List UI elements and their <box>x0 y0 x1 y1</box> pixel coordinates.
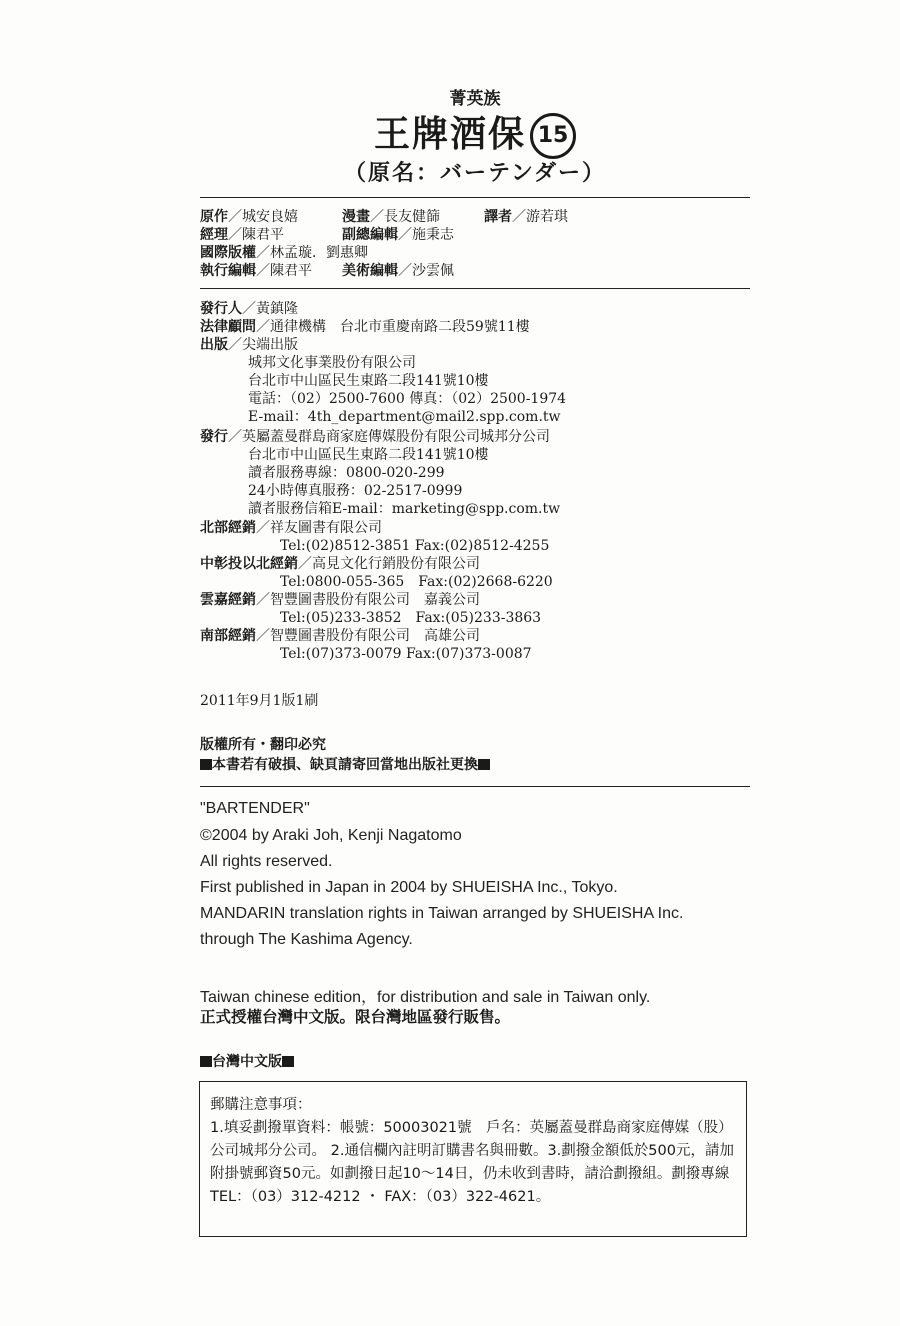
distribute-detail: 24小時傳真服務：02-2517-0999 <box>248 483 463 499</box>
region-label: 北部經銷 <box>200 520 256 536</box>
divider <box>200 786 750 787</box>
volume-number: 15 <box>530 113 576 159</box>
publish-email: E-mail：4th_department@mail2.spp.com.tw <box>248 409 561 425</box>
region-line <box>200 519 382 537</box>
staff-value: ／城安良嬉 <box>228 209 298 225</box>
staff-label: 漫畫 <box>342 209 370 225</box>
region-label: 南部經銷 <box>200 628 256 644</box>
staff-value: ／施秉志 <box>398 227 454 243</box>
english-rights: All rights reserved. <box>200 853 333 870</box>
staff-label: 原作 <box>200 209 228 225</box>
issuer-label: 發行人 <box>200 301 242 317</box>
region-line <box>200 591 480 609</box>
square-bullet-icon <box>478 759 490 770</box>
publish-detail: 台北市中山區民生東路二段141號10樓 <box>248 373 489 389</box>
staff-row <box>342 262 454 280</box>
publish-label: 出版 <box>200 337 228 353</box>
legal-label: 法律顧問 <box>200 319 256 335</box>
distribution-zh: 正式授權台灣中文版。限台灣地區發行販售。 <box>200 1008 511 1026</box>
english-agency: through The Kashima Agency. <box>200 931 413 948</box>
legal-value: ／通律機構 台北市重慶南路二段59號11樓 <box>256 319 530 335</box>
square-bullet-icon <box>200 1056 212 1067</box>
staff-value: ／陳君平 <box>228 227 284 243</box>
publish-value: ／尖端出版 <box>228 337 298 353</box>
region-tel: Tel:(02)8512-3851 Fax:(02)8512-4255 <box>280 538 550 554</box>
distribution-en: Taiwan chinese edition，for distribution and sale in Taiwan only. <box>200 989 651 1006</box>
staff-value: ／游若琪 <box>512 209 568 225</box>
publish-line <box>200 336 298 354</box>
book-title <box>0 106 900 159</box>
english-copyright: ©2004 by Araki Joh, Kenji Nagatomo <box>200 827 462 844</box>
region-line <box>200 627 480 645</box>
divider <box>200 288 750 289</box>
region-value: ／祥友圖書有限公司 <box>256 520 382 536</box>
staff-value: ／長友健篩 <box>370 209 440 225</box>
publish-detail: 城邦文化事業股份有限公司 <box>248 355 416 371</box>
distribute-value: ／英屬蓋曼群島商家庭傳媒股份有限公司城邦分公司 <box>228 429 550 445</box>
staff-label: 國際版權 <box>200 245 256 261</box>
staff-label: 副總編輯 <box>342 227 398 243</box>
region-value: ／智豐圖書股份有限公司 高雄公司 <box>256 628 480 644</box>
staff-row <box>200 262 312 280</box>
square-bullet-icon <box>282 1056 294 1067</box>
staff-label: 譯者 <box>484 209 512 225</box>
english-published: First published in Japan in 2004 by SHUEISHA Inc., Tokyo. <box>200 879 618 896</box>
edition-label-text: 台灣中文版 <box>212 1054 282 1070</box>
staff-row <box>200 226 284 244</box>
staff-value: ／沙雲佩 <box>398 263 454 279</box>
copyright-notice: 版權所有・翻印必究 <box>200 737 326 753</box>
original-title: （原名：バーテンダー） <box>343 161 607 186</box>
distribute-detail: 台北市中山區民生東路二段141號10樓 <box>248 447 489 463</box>
edition-label <box>200 1051 294 1071</box>
mail-order-content <box>210 1094 740 1209</box>
staff-value: ／林孟璇．劉惠卿 <box>256 245 368 261</box>
staff-row <box>342 208 440 226</box>
damage-notice-text: 本書若有破損、缺頁請寄回當地出版社更換 <box>212 757 478 773</box>
region-tel: Tel:(05)233-3852 Fax:(05)233-3863 <box>280 610 542 626</box>
publish-detail: 電話：（02）2500-7600 傳真：（02）2500-1974 <box>248 391 567 407</box>
english-title: "BARTENDER" <box>200 800 310 817</box>
mail-order-body: 1.填妥劃撥單資料：帳號：50003021號 戶名：英屬蓋曼群島商家庭傳媒（股）公司城邦分公司。 2.通信欄內註明訂購書名與冊數。3.劃撥金額低於500元，請加附掛號郵資50元。如劃撥日起10～14日，仍未收到書時，請洽劃撥組。劃撥專線TEL：（03）312-4212 ・ FAX：（03）322-4621。 <box>210 1120 734 1205</box>
region-line <box>200 555 480 573</box>
staff-label: 美術編輯 <box>342 263 398 279</box>
distribute-label: 發行 <box>200 429 228 445</box>
issuer-value: ／黃鎮隆 <box>242 301 298 317</box>
staff-label: 經理 <box>200 227 228 243</box>
distribute-detail: 讀者服務專線：0800-020-299 <box>248 465 445 481</box>
staff-row <box>484 208 568 226</box>
edition-date: 2011年9月1版1刷 <box>200 693 319 709</box>
damage-notice <box>200 754 490 774</box>
region-label: 中彰投以北經銷 <box>200 556 298 572</box>
series-name: 菁英族 <box>449 89 501 109</box>
staff-row <box>200 208 298 226</box>
legal-line <box>200 318 530 336</box>
square-bullet-icon <box>200 759 212 770</box>
mail-order-box <box>199 1081 747 1237</box>
distribute-email: 讀者服務信箱E-mail：marketing@spp.com.tw <box>248 501 561 517</box>
divider <box>200 197 750 198</box>
mail-order-heading: 郵購注意事項： <box>210 1097 312 1113</box>
distribute-line <box>200 428 550 446</box>
region-value: ／智豐圖書股份有限公司 嘉義公司 <box>256 592 480 608</box>
staff-row <box>200 244 368 262</box>
issuer-line <box>200 300 298 318</box>
staff-value: ／陳君平 <box>256 263 312 279</box>
region-tel: Tel:0800-055-365 Fax:(02)2668-6220 <box>280 574 553 590</box>
staff-row <box>342 226 454 244</box>
region-value: ／高見文化行銷股份有限公司 <box>298 556 480 572</box>
title-text: 王牌酒保 <box>373 114 526 155</box>
english-translation: MANDARIN translation rights in Taiwan arranged by SHUEISHA Inc. <box>200 905 684 922</box>
staff-label: 執行編輯 <box>200 263 256 279</box>
region-label: 雲嘉經銷 <box>200 592 256 608</box>
region-tel: Tel:(07)373-0079 Fax:(07)373-0087 <box>280 646 532 662</box>
